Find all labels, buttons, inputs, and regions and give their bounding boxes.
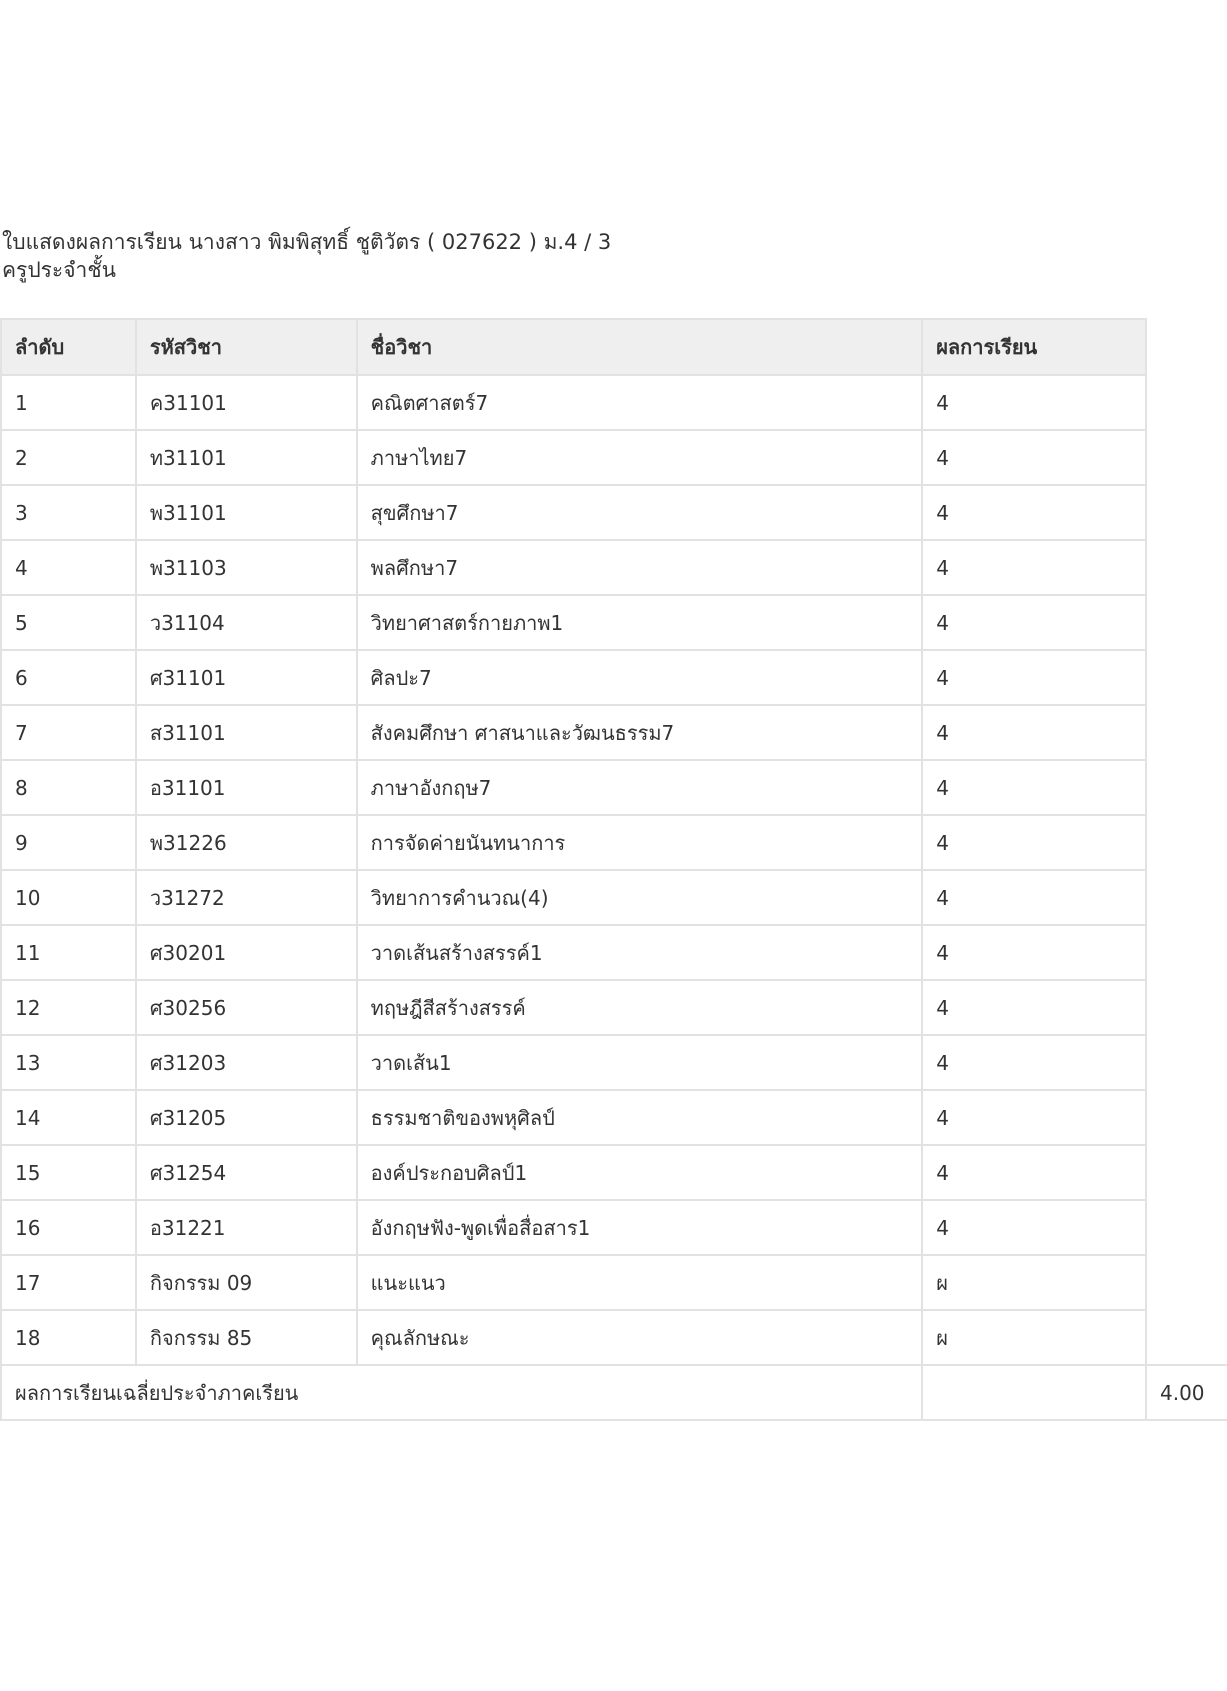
row-spacer-cell <box>1146 980 1227 1035</box>
subject-code-cell: ว31104 <box>136 595 357 650</box>
row-number-cell: 9 <box>1 815 136 870</box>
row-number-cell: 17 <box>1 1255 136 1310</box>
grade-cell: ผ <box>922 1310 1146 1365</box>
row-spacer-cell <box>1146 925 1227 980</box>
subject-code-cell: อ31221 <box>136 1200 357 1255</box>
table-row <box>1 925 1227 980</box>
subject-name-cell: วิทยาศาสตร์กายภาพ1 <box>357 595 923 650</box>
table-row <box>1 595 1227 650</box>
grade-cell: 4 <box>922 375 1146 430</box>
subject-name-cell: ธรรมชาติของพหุศิลป์ <box>357 1090 923 1145</box>
row-number-cell: 11 <box>1 925 136 980</box>
grade-cell: 4 <box>922 760 1146 815</box>
row-spacer-cell <box>1146 705 1227 760</box>
row-spacer-cell <box>1146 1090 1227 1145</box>
subject-code-cell: กิจกรรม 85 <box>136 1310 357 1365</box>
column-header-no: ลำดับ <box>1 319 136 375</box>
table-row <box>1 1090 1227 1145</box>
grade-cell: 4 <box>922 1035 1146 1090</box>
row-spacer-cell <box>1146 760 1227 815</box>
subject-name-cell: ภาษาอังกฤษ7 <box>357 760 923 815</box>
row-number-cell: 13 <box>1 1035 136 1090</box>
grade-cell: ผ <box>922 1255 1146 1310</box>
table-row <box>1 1310 1227 1365</box>
row-spacer-cell <box>1146 595 1227 650</box>
grade-cell: 4 <box>922 815 1146 870</box>
row-spacer-cell <box>1146 1255 1227 1310</box>
row-spacer-cell <box>1146 485 1227 540</box>
summary-label: ผลการเรียนเฉลี่ยประจำภาคเรียน <box>1 1365 922 1420</box>
grade-cell: 4 <box>922 980 1146 1035</box>
column-header-code: รหัสวิชา <box>136 319 357 375</box>
grade-cell: 4 <box>922 1090 1146 1145</box>
row-spacer-cell <box>1146 1200 1227 1255</box>
table-row <box>1 760 1227 815</box>
row-spacer-cell <box>1146 1310 1227 1365</box>
table-body <box>1 375 1227 1365</box>
row-number-cell: 8 <box>1 760 136 815</box>
table-row <box>1 1145 1227 1200</box>
row-spacer-cell <box>1146 540 1227 595</box>
column-header-spacer <box>1146 319 1227 375</box>
subject-name-cell: สุขศึกษา7 <box>357 485 923 540</box>
grade-cell: 4 <box>922 870 1146 925</box>
subject-code-cell: ค31101 <box>136 375 357 430</box>
table-row <box>1 540 1227 595</box>
subject-name-cell: ทฤษฎีสีสร้างสรรค์ <box>357 980 923 1035</box>
table-header-row <box>1 319 1227 375</box>
table-row <box>1 430 1227 485</box>
summary-row <box>1 1365 1227 1420</box>
row-spacer-cell <box>1146 1145 1227 1200</box>
row-spacer-cell <box>1146 430 1227 485</box>
row-spacer-cell <box>1146 1035 1227 1090</box>
subject-code-cell: กิจกรรม 09 <box>136 1255 357 1310</box>
summary-gpa-value: 4.00 <box>1146 1365 1227 1420</box>
row-number-cell: 3 <box>1 485 136 540</box>
subject-code-cell: ศ30256 <box>136 980 357 1035</box>
subject-name-cell: อังกฤษฟัง-พูดเพื่อสื่อสาร1 <box>357 1200 923 1255</box>
row-spacer-cell <box>1146 815 1227 870</box>
subject-code-cell: ศ31203 <box>136 1035 357 1090</box>
row-number-cell: 7 <box>1 705 136 760</box>
grade-cell: 4 <box>922 1200 1146 1255</box>
table-row <box>1 485 1227 540</box>
report-header <box>2 228 611 284</box>
subject-code-cell: พ31101 <box>136 485 357 540</box>
column-header-name: ชื่อวิชา <box>357 319 923 375</box>
subject-name-cell: ศิลปะ7 <box>357 650 923 705</box>
subject-code-cell: ศ31101 <box>136 650 357 705</box>
subject-code-cell: ศ30201 <box>136 925 357 980</box>
report-title: ใบแสดงผลการเรียน นางสาว พิมพิสุทธิ์ ชูติวัตร ( 027622 ) ม.4 / 3 <box>2 230 612 254</box>
table-row <box>1 375 1227 430</box>
row-number-cell: 6 <box>1 650 136 705</box>
grade-cell: 4 <box>922 540 1146 595</box>
table-row <box>1 980 1227 1035</box>
subject-name-cell: วาดเส้น1 <box>357 1035 923 1090</box>
grade-cell: 4 <box>922 485 1146 540</box>
subject-code-cell: ศ31205 <box>136 1090 357 1145</box>
grade-cell: 4 <box>922 430 1146 485</box>
grade-cell: 4 <box>922 705 1146 760</box>
subject-code-cell: ศ31254 <box>136 1145 357 1200</box>
summary-empty-cell <box>922 1365 1146 1420</box>
subject-name-cell: คุณลักษณะ <box>357 1310 923 1365</box>
row-number-cell: 14 <box>1 1090 136 1145</box>
row-number-cell: 5 <box>1 595 136 650</box>
row-spacer-cell <box>1146 650 1227 705</box>
table-row <box>1 870 1227 925</box>
row-number-cell: 10 <box>1 870 136 925</box>
subject-code-cell: ว31272 <box>136 870 357 925</box>
table-row <box>1 705 1227 760</box>
table-row <box>1 1035 1227 1090</box>
row-spacer-cell <box>1146 375 1227 430</box>
row-number-cell: 12 <box>1 980 136 1035</box>
row-spacer-cell <box>1146 870 1227 925</box>
subject-code-cell: ส31101 <box>136 705 357 760</box>
subject-name-cell: วาดเส้นสร้างสรรค์1 <box>357 925 923 980</box>
subject-name-cell: วิทยาการคำนวณ(4) <box>357 870 923 925</box>
grade-cell: 4 <box>922 595 1146 650</box>
grades-table <box>0 318 1227 1421</box>
subject-name-cell: สังคมศึกษา ศาสนาและวัฒนธรรม7 <box>357 705 923 760</box>
row-number-cell: 15 <box>1 1145 136 1200</box>
subject-code-cell: พ31103 <box>136 540 357 595</box>
subject-name-cell: การจัดค่ายนันทนาการ <box>357 815 923 870</box>
grade-cell: 4 <box>922 650 1146 705</box>
subject-code-cell: อ31101 <box>136 760 357 815</box>
column-header-grade: ผลการเรียน <box>922 319 1146 375</box>
table-row <box>1 650 1227 705</box>
subject-name-cell: แนะแนว <box>357 1255 923 1310</box>
subject-code-cell: ท31101 <box>136 430 357 485</box>
row-number-cell: 1 <box>1 375 136 430</box>
homeroom-teacher-label: ครูประจำชั้น <box>2 258 116 282</box>
table-row <box>1 1200 1227 1255</box>
subject-name-cell: คณิตศาสตร์7 <box>357 375 923 430</box>
grade-cell: 4 <box>922 925 1146 980</box>
subject-code-cell: พ31226 <box>136 815 357 870</box>
subject-name-cell: ภาษาไทย7 <box>357 430 923 485</box>
subject-name-cell: พลศึกษา7 <box>357 540 923 595</box>
row-number-cell: 16 <box>1 1200 136 1255</box>
row-number-cell: 18 <box>1 1310 136 1365</box>
row-number-cell: 4 <box>1 540 136 595</box>
subject-name-cell: องค์ประกอบศิลป์1 <box>357 1145 923 1200</box>
grade-cell: 4 <box>922 1145 1146 1200</box>
table-row <box>1 815 1227 870</box>
table-row <box>1 1255 1227 1310</box>
row-number-cell: 2 <box>1 430 136 485</box>
